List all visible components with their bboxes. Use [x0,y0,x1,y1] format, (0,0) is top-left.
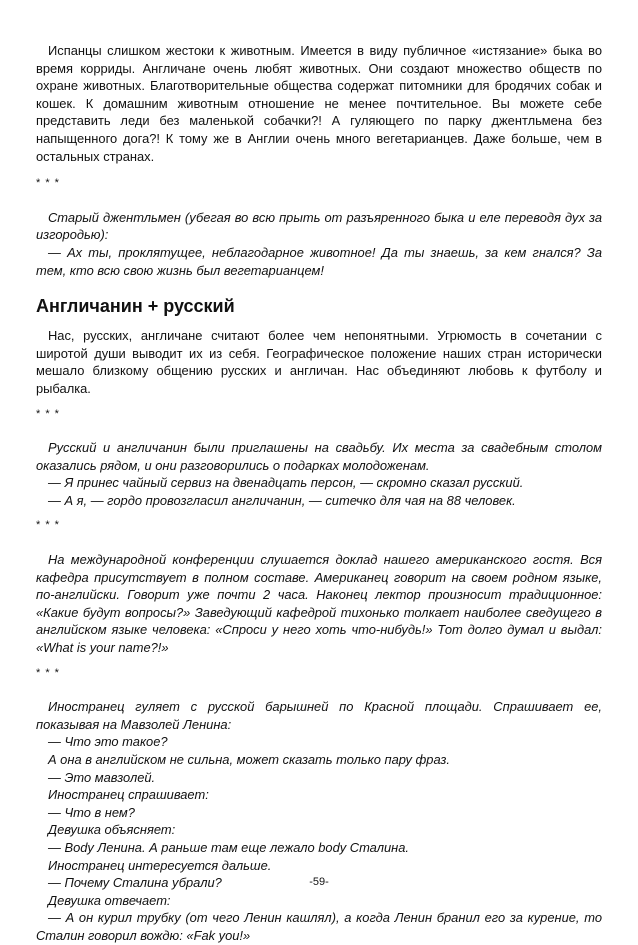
paragraph-intro: Нас, русских, англичане считают более чем непонятными. Угрюмость в сочетании с широтой души выводит их из себя. Географическое положение наших стран исторически мешало близкому общению русских и англичан. Нас объединяют любовь к футболу и рыбалка. [36,328,602,396]
joke-line: — А он курил трубку (от чего Ленин кашлял), а когда Ленин бранил его за курение, то Сталин говорил вождю: «Fak you!» [36,910,602,943]
joke-line: — Это мавзолей. [48,769,156,785]
joke-line: Русский и англичанин были приглашены на свадьбу. Их места за свадебным столом оказались рядом, и они разговорились о подарках молодоженам. [36,440,602,473]
joke-mausoleum [36,698,602,944]
section-separator: * * * [36,407,60,420]
joke-line: Старый джентльмен (убегая во всю прыть от разъяренного быка и еле переводя дух за изгородью): [36,209,602,243]
page-number: -59- [309,876,329,888]
joke-line: — Body Ленина. А раньше там еще лежало body Сталина. [48,839,409,855]
joke-line: — Что в нем? [48,804,135,820]
joke-line: Девушка отвечает: [48,892,171,908]
section-separator: * * * [36,177,60,190]
joke-vegetarian [36,209,602,279]
joke-wedding [36,439,602,509]
joke-line: — А я, — гордо провозгласил англичанин, — ситечко для чая на 88 человек. [48,492,516,508]
section-separator: * * * [36,519,60,532]
joke-line: Иностранец интересуется дальше. [48,857,272,873]
joke-conference [36,551,602,657]
joke-line: А она в английском не сильна, может сказать только пару фраз. [48,752,450,767]
joke-line: — Что это такое? [48,734,168,750]
paragraph-animals: Испанцы слишком жестоки к животным. Имеется в виду публичное «истязание» быка во время корриды. Англичане очень любят животных. Они создают множество обществ по охране животных. Благотворительные общества содержат питомники для бродячих собак и кошек. К домашним животным отношение не менее почтительное. Вы можете себе представить леди без маленькой собачки?! А гуляющего по парку джентльмена без напыщенного дога?! К тому же в Англии очень много вегетарианцев. Даже больше, чем в остальных странах. [36,43,602,164]
section-heading: Англичанин + русский [36,296,235,317]
joke-line: Девушка объясняет: [48,822,176,838]
joke-line: — Почему Сталина убрали? [48,875,222,891]
joke-line: Иностранец спрашивает: [48,787,209,803]
text-column [36,42,602,945]
joke-line: Иностранец гуляет с русской барышней по Красной площади. Спрашивает ее, показывая на Мавзолей Ленина: [36,699,602,732]
joke-line: — Я принес чайный сервиз на двенадцать персон, — скромно сказал русский. [48,475,524,491]
joke-line: На международной конференции слушается доклад нашего американского гостя. Вся кафедра присутствует в полном составе. Американец говорит на своем родном языке, по-английски. Говорит уже почти 2 часа. Наконец лектор произносит традиционное: «Какие будут вопросы?» Заведующий кафедрой тихонько толкает наиболее сведущего в английском языке человека: «Спроси у него хоть что-нибудь!» Тот долго думал и выдал: «What is your name?!» [36,552,602,656]
joke-line: — Ах ты, проклятущее, неблагодарное животное! Да ты знаешь, за кем гнался? За тем, кто всю свою жизнь был вегетарианцем! [36,244,602,278]
section-separator: * * * [36,666,60,679]
